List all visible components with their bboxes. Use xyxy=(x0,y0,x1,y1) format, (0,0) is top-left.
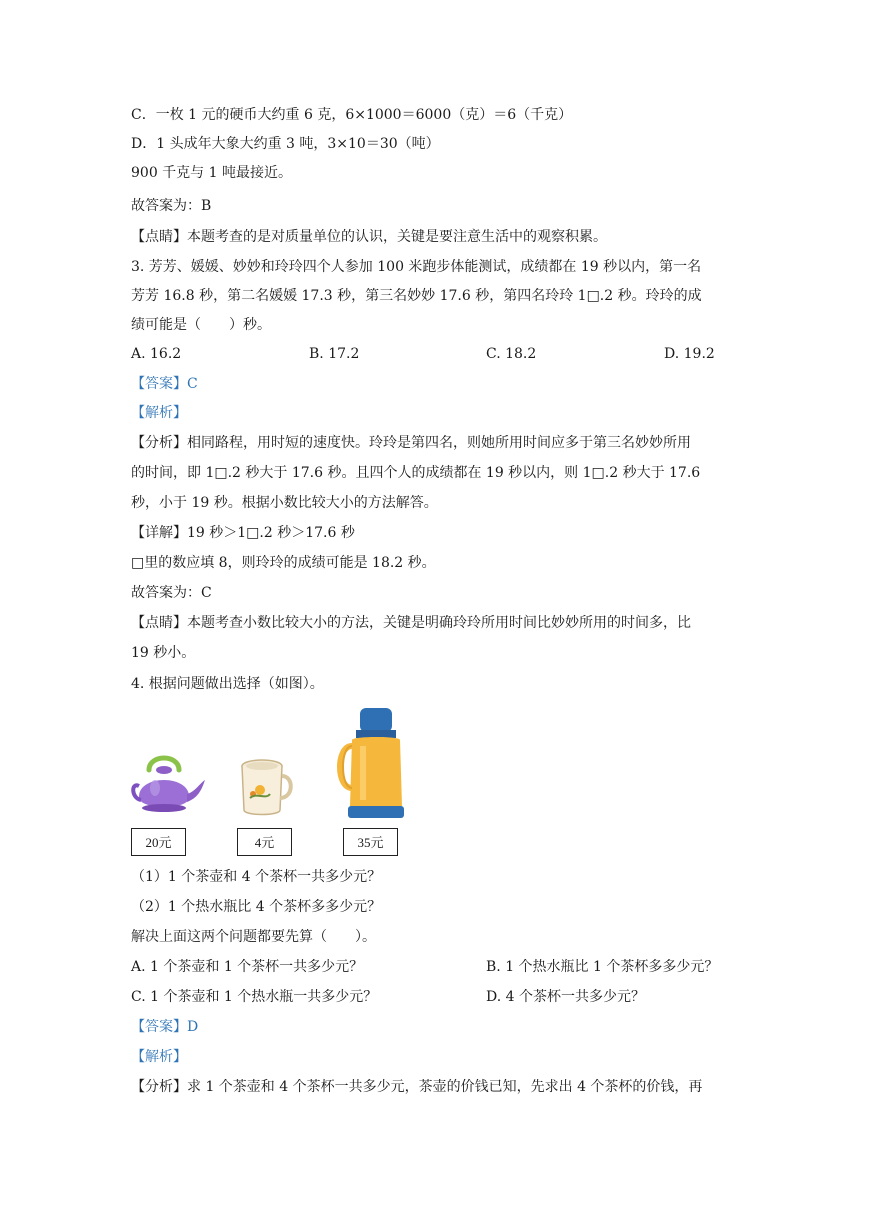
text-line: 【点睛】本题考查的是对质量单位的认识，关键是要注意生活中的观察积累。 xyxy=(131,229,607,245)
q4-option-b: B. 1 个热水瓶比 1 个茶杯多多少元？ xyxy=(486,959,719,975)
q4-prompt: 解决上面这两个问题都要先算（ ）。 xyxy=(131,929,376,945)
q3-option-c: C. 18.2 xyxy=(486,346,537,362)
text-line: 19 秒小。 xyxy=(131,645,196,661)
q4-analysis: 【分析】求 1 个茶壶和 4 个茶杯一共多少元，茶壶的价钱已知，先求出 4 个茶杯的价钱，再 xyxy=(131,1079,703,1095)
q4-subquestion: （1）1 个茶壶和 4 个茶杯一共多少元？ xyxy=(131,869,382,885)
mug-price-label: 4元 xyxy=(237,828,292,856)
q4-option-d: D. 4 个茶杯一共多少元？ xyxy=(486,989,645,1005)
thermos-icon xyxy=(336,706,408,822)
teapot-price-label: 20元 xyxy=(131,828,186,856)
q3-option-d: D. 19.2 xyxy=(664,346,715,362)
q4-subquestion: （2）1 个热水瓶比 4 个茶杯多多少元？ xyxy=(131,899,382,915)
text-line: 故答案为：B xyxy=(131,198,212,214)
q4-option-c: C. 1 个茶壶和 1 个热水瓶一共多少元？ xyxy=(131,989,378,1005)
q3-option-b: B. 17.2 xyxy=(309,346,360,362)
q3-answer: 【答案】C xyxy=(131,376,198,392)
text-line: C．一枚 1 元的硬币大约重 6 克，6×1000＝6000（克）＝6（千克） xyxy=(131,107,573,123)
thermos-price-label: 35元 xyxy=(343,828,398,856)
text-line: 900 千克与 1 吨最接近。 xyxy=(131,165,292,181)
text-line: □里的数应填 8，则玲玲的成绩可能是 18.2 秒。 xyxy=(131,555,436,571)
question-3-text: 芳芳 16.8 秒，第二名媛媛 17.3 秒，第三名妙妙 17.6 秒，第四名玲玲 1□.2 秒。玲玲的成 xyxy=(131,288,702,304)
q3-option-a: A. 16.2 xyxy=(131,346,182,362)
q4-answer: 【答案】D xyxy=(131,1019,199,1035)
text-line: 的时间，即 1□.2 秒大于 17.6 秒。且四个人的成绩都在 19 秒以内，则 1□.2 秒大于 17.6 xyxy=(131,465,701,481)
text-line: 【分析】相同路程，用时短的速度快。玲玲是第四名，则她所用时间应多于第三名妙妙所用 xyxy=(131,435,691,451)
text-line: D．1 头成年大象大约重 3 吨，3×10＝30（吨） xyxy=(131,136,440,152)
mug-icon xyxy=(236,754,296,820)
question-4-text: 4. 根据问题做出选择（如图）。 xyxy=(131,676,324,692)
teapot-icon xyxy=(131,748,207,820)
text-line: 故答案为：C xyxy=(131,585,212,601)
text-line: 秒，小于 19 秒。根据小数比较大小的方法解答。 xyxy=(131,495,438,511)
question-3-text: 3. 芳芳、媛媛、妙妙和玲玲四个人参加 100 米跑步体能测试，成绩都在 19 秒以内，第一名 xyxy=(131,259,702,275)
text-line: 【点睛】本题考查小数比较大小的方法，关键是明确玲玲所用时间比妙妙所用的时间多，比 xyxy=(131,615,691,631)
q3-jiexi-heading: 【解析】 xyxy=(131,405,187,421)
q4-jiexi-heading: 【解析】 xyxy=(131,1049,187,1065)
q4-option-a: A. 1 个茶壶和 1 个茶杯一共多少元？ xyxy=(131,959,364,975)
question-3-text: 绩可能是（ ）秒。 xyxy=(131,317,271,333)
text-line: 【详解】19 秒＞1□.2 秒＞17.6 秒 xyxy=(131,525,355,541)
